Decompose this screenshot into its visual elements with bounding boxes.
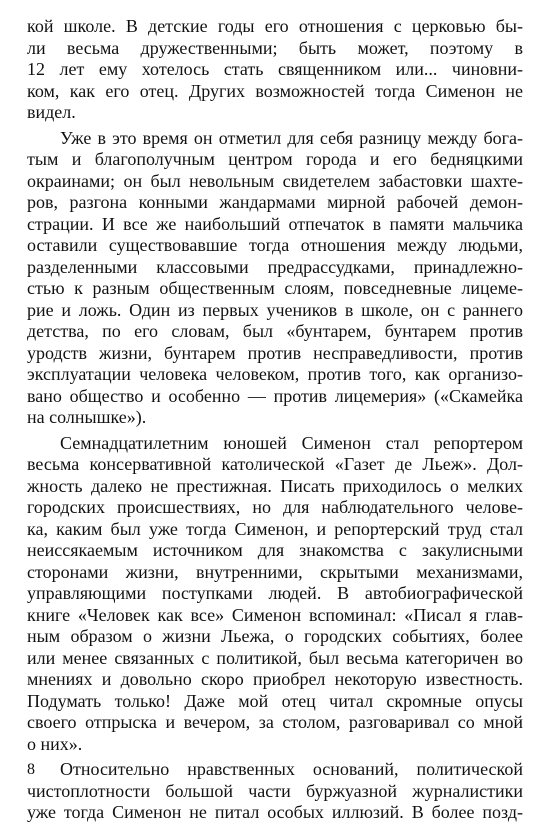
text-line: 12 лет ему хотелось стать священником или... чиновни- — [27, 59, 523, 79]
text-line: своего отпрыска и вечером, за столом, разговаривал со мной — [27, 712, 523, 732]
text-line: уже тогда Сименон не питал особых иллюзий. В более позд- — [27, 802, 523, 822]
text-line: на солнышке»). — [27, 407, 147, 427]
page-number: 8 — [27, 761, 35, 778]
text-line: вано общество и особенно — против лицемерия» («Скамейка — [27, 385, 523, 406]
text-line: Подумать только! Даже мой отец читал скромные опусы — [27, 690, 523, 711]
text-line: Уже в это время он отметил для себя разницу между бога- — [60, 127, 523, 148]
paragraph-3 — [27, 433, 523, 756]
text-line: о них». — [27, 733, 83, 754]
text-line: управляющими поступками людей. В автобиографической — [27, 583, 523, 603]
text-line: ли весьма дружественными; быть может, поэтому в — [27, 37, 523, 58]
text-line: Семнадцатилетним юношей Сименон стал репортером — [60, 432, 523, 453]
paragraph-4 — [27, 759, 523, 824]
text-line: книге «Человек как все» Сименон вспоминал: «Писал я глав- — [27, 604, 523, 625]
paragraph-2 — [27, 128, 523, 429]
text-line: ров, разгона конными жандармами мирной рабочей демон- — [27, 192, 523, 212]
text-line: разделенными классовыми предрассудками, принадлежно- — [27, 256, 523, 277]
text-line: городских происшествиях, но для наблюдательного челове- — [27, 497, 523, 517]
text-line: жность далеко не престижная. Писать приходилось о мелких — [27, 475, 523, 496]
text-line: Относительно нравственных оснований, политической — [60, 759, 523, 779]
paragraph-1 — [27, 16, 523, 124]
text-line: страции. И все же наибольший отпечаток в памяти мальчика — [27, 213, 523, 234]
text-line: тым и благополучным центром города и его бедняцкими — [27, 149, 523, 169]
text-line: весьма консервативной католической «Газет де Льеж». Дол- — [27, 454, 523, 474]
text-line: детства, по его словам, был «бунтарем, бунтарем против — [27, 321, 523, 341]
text-line: или менее связанных с политикой, был весьма категоричен во — [27, 647, 523, 668]
text-line: рие и ложь. Один из первых учеников в школе, он с раннего — [27, 299, 523, 320]
text-line: кой школе. В детские годы его отношения с церковью бы- — [27, 16, 523, 36]
text-line: мнениях и довольно скоро приобрел некоторую известность. — [27, 669, 523, 689]
text-line: чистоплотности большой части буржуазной журналистики — [27, 780, 523, 801]
text-line: ком, как его отец. Других возможностей тогда Сименон не — [27, 80, 523, 101]
text-line: неиссякаемым источником для знакомства с закулисными — [27, 540, 523, 560]
text-line: видел. — [27, 102, 76, 122]
text-line: окраинами; он был невольным свидетелем забастовки шахте- — [27, 170, 523, 191]
text-line: сторонами жизни, внутренними, скрытыми механизмами, — [27, 561, 523, 582]
page-body — [27, 16, 523, 824]
text-line: уродств жизни, бунтарем против несправедливости, против — [27, 342, 523, 363]
text-line: ным образом о жизни Льежа, о городских событиях, более — [27, 626, 523, 646]
text-line: стью к разным общественным слоям, повседневные лицеме- — [27, 278, 523, 298]
text-line: оставили существовавшие тогда отношения между людьми, — [27, 235, 523, 255]
text-line: ка, каким был уже тогда Сименон, и репортерский труд стал — [27, 518, 523, 539]
text-line: эксплуатации человека человеком, против того, как организо- — [27, 364, 523, 384]
